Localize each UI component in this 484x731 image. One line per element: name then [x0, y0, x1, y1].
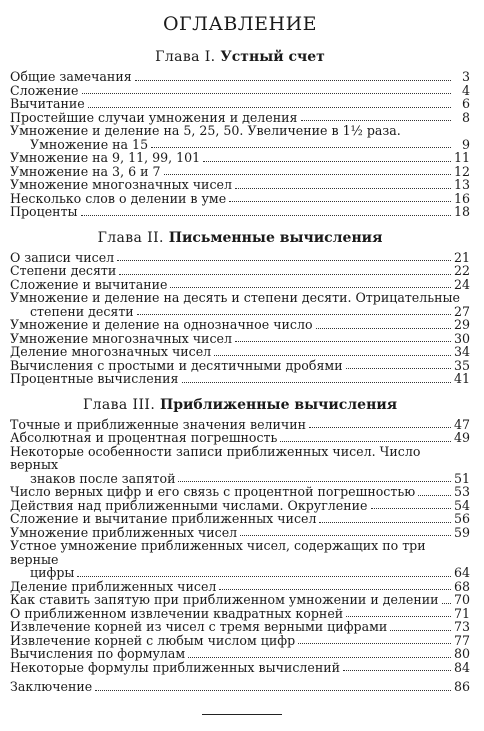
toc-entry[interactable]: [10, 526, 470, 540]
chapter-heading-3: [10, 396, 470, 414]
toc-entry-page: 18: [453, 204, 470, 219]
toc-entry[interactable]: [10, 499, 470, 513]
toc-entry-page: 9: [461, 136, 470, 152]
leader-dots: [81, 215, 451, 216]
leader-dots: [418, 495, 451, 496]
toc-entry-title: Абсолютная и процентная погрешность: [10, 430, 278, 445]
toc-entry-title: Извлечение корней из чисел с тремя верными цифрами: [10, 619, 388, 634]
leader-dots: [164, 174, 451, 175]
chapter-heading-2: [10, 229, 470, 247]
toc-entry-title-line1: Умножение и деление на 5, 25, 50. Увеличение в 1½ раза.: [10, 123, 401, 138]
toc-entry-title: Умножение приближенных чисел: [10, 524, 238, 540]
toc-entry[interactable]: [10, 318, 470, 332]
toc-entry-title: Процентные вычисления: [10, 371, 179, 386]
toc-entry[interactable]: [10, 251, 470, 265]
chapter-label: Глава II.: [97, 229, 164, 246]
toc-entry[interactable]: [10, 151, 470, 165]
leader-dots: [298, 643, 451, 644]
toc-entry-title: степени десяти: [30, 303, 134, 319]
toc-entry-page: 35: [453, 357, 470, 373]
toc-entry-page: 6: [461, 96, 470, 111]
toc-entry[interactable]: [10, 512, 470, 526]
closing-rule: [202, 714, 282, 715]
toc-entry-title: Умножение многозначных чисел: [10, 177, 232, 192]
toc-entry-title: Умножение на 15: [30, 136, 149, 152]
toc-entry-title: Точные и приближенные значения величин: [10, 416, 307, 432]
page-title: ОГЛАВЛЕНИЕ: [162, 13, 318, 35]
toc-entry[interactable]: [10, 165, 470, 179]
toc-entry-title: Умножение на 9, 11, 99, 101: [10, 150, 201, 165]
leader-dots: [178, 481, 451, 482]
chapter-name: Приближенные вычисления: [160, 396, 398, 413]
toc-entry-page: 56: [453, 511, 470, 526]
leader-dots: [95, 690, 451, 691]
toc-entry-title: Умножение на 3, 6 и 7: [10, 163, 161, 179]
leader-dots: [117, 260, 451, 261]
toc-entry-title: Умножение многозначных чисел: [10, 330, 232, 346]
toc-entry[interactable]: [10, 264, 470, 278]
toc-entry-title: Простейшие случаи умножения и деления: [10, 109, 298, 125]
toc-entry-page: 27: [453, 303, 470, 319]
toc-entry-page: 21: [453, 249, 470, 265]
toc-entry-page: 59: [453, 524, 470, 540]
leader-dots: [77, 576, 451, 577]
toc-entry-page: 30: [453, 330, 470, 346]
toc-entry-page: 68: [453, 578, 470, 594]
toc-entry-page: 49: [453, 430, 470, 445]
toc-entry-title: Как ставить запятую при приближенном умножении и делении: [10, 592, 439, 607]
toc-entry-page: 24: [453, 276, 470, 292]
toc-entry[interactable]: [10, 431, 470, 445]
toc-entry-multiline[interactable]: [10, 445, 470, 486]
toc-entry-page: 12: [453, 163, 470, 179]
toc-entry-page: 80: [453, 646, 470, 661]
toc-entry-title: Вычитание: [10, 96, 85, 111]
toc-entry-multiline[interactable]: [10, 539, 470, 580]
leader-dots: [280, 441, 451, 442]
toc-entry-page: 3: [461, 69, 470, 84]
toc-entry-page: 51: [453, 470, 470, 486]
toc-entry-title: Степени десяти: [10, 263, 117, 278]
toc-entry-title: знаков после запятой: [30, 470, 176, 486]
leader-dots: [229, 201, 451, 202]
toc-entry[interactable]: [10, 372, 470, 386]
toc-entry-title: О приближенном извлечении квадратных корней: [10, 605, 344, 621]
toc-entry-page: 53: [453, 484, 470, 499]
leader-dots: [301, 120, 452, 121]
leader-dots: [371, 508, 451, 509]
leader-dots: [235, 341, 451, 342]
toc-entry-page: 22: [453, 263, 470, 278]
toc-entry[interactable]: [10, 97, 470, 111]
toc-entry[interactable]: [10, 607, 470, 621]
chapter-label: Глава I.: [155, 49, 216, 65]
toc-entry[interactable]: [10, 634, 470, 648]
chapter-heading-1: [10, 48, 470, 66]
leader-dots: [319, 522, 451, 523]
toc-entry-page: 16: [453, 190, 470, 206]
toc-entry[interactable]: [10, 111, 470, 125]
leader-dots: [442, 603, 451, 604]
toc-entry-title: Сложение и вычитание приближенных чисел: [10, 511, 317, 526]
toc-entry[interactable]: [10, 332, 470, 346]
toc-entry[interactable]: [10, 70, 470, 84]
toc-entry-page: 84: [453, 659, 470, 675]
leader-dots: [119, 274, 451, 275]
leader-dots: [170, 287, 451, 288]
leader-dots: [203, 161, 451, 162]
toc-entry-title: Общие замечания: [10, 69, 132, 84]
toc-entry-page: 71: [453, 605, 470, 621]
toc-entry-title: Сложение и вычитание: [10, 276, 168, 292]
toc-entry[interactable]: [10, 178, 470, 192]
toc-entry[interactable]: [10, 418, 470, 432]
toc-entry-page: 86: [453, 679, 470, 694]
toc-entry[interactable]: [10, 345, 470, 359]
toc-entry[interactable]: [10, 278, 470, 292]
toc-entry-title-line1: Устное умножение приближенных чисел, содержащих по три верные: [10, 538, 426, 567]
toc-entry-page: 64: [453, 565, 470, 580]
toc-entry-title: Некоторые формулы приближенных вычислений: [10, 659, 341, 675]
toc-entry-page: 73: [453, 619, 470, 634]
leader-dots: [82, 93, 452, 94]
leader-dots: [188, 657, 451, 658]
toc-entry-conclusion[interactable]: [10, 680, 470, 694]
toc-entry-page: 13: [453, 177, 470, 192]
toc-entry[interactable]: [10, 593, 470, 607]
chapter-3-entries: [10, 418, 470, 675]
toc-entry[interactable]: [10, 485, 470, 499]
toc-entry[interactable]: [10, 620, 470, 634]
chapter-name: Устный счет: [220, 49, 325, 65]
leader-dots: [390, 630, 451, 631]
toc-entry-page: 34: [453, 344, 470, 359]
toc-entry-title: Сложение: [10, 82, 79, 98]
leader-dots: [235, 188, 451, 189]
leader-dots: [316, 328, 451, 329]
leader-dots: [135, 80, 451, 81]
toc-entry-title-line1: Некоторые особенности записи приближенных чисел. Число верных: [10, 443, 421, 472]
leader-dots: [240, 535, 451, 536]
toc-entry-multiline[interactable]: [10, 291, 470, 318]
toc-entry-page: 8: [461, 109, 470, 125]
leader-dots: [88, 107, 451, 108]
toc-entry-page: 29: [453, 317, 470, 332]
toc-entry-page: 54: [453, 497, 470, 513]
toc-entry-multiline[interactable]: [10, 124, 470, 151]
leader-dots: [309, 427, 451, 428]
leader-dots: [137, 314, 451, 315]
toc-entry-title: цифры: [30, 565, 75, 580]
leader-dots: [343, 670, 451, 671]
toc-entry-page: 41: [453, 371, 470, 386]
chapter-name: Письменные вычисления: [168, 229, 383, 246]
chapter-1-entries: [10, 70, 470, 219]
toc-entry[interactable]: [10, 84, 470, 98]
toc-entry-title: Деление приближенных чисел: [10, 578, 217, 594]
leader-dots: [214, 355, 451, 356]
toc-entry-page: 47: [453, 416, 470, 432]
toc-entry-title: О записи чисел: [10, 249, 115, 265]
leader-dots: [219, 589, 451, 590]
toc-entry-title: Число верных цифр и его связь с процентной погрешностью: [10, 484, 416, 499]
toc-entry-title: Вычисления с простыми и десятичными дробями: [10, 357, 343, 373]
toc-entry-title: Действия над приближенными числами. Округление: [10, 497, 368, 513]
toc-entry[interactable]: [10, 647, 470, 661]
leader-dots: [346, 616, 451, 617]
chapter-label: Глава III.: [82, 396, 156, 413]
toc-entry-title: Заключение: [10, 679, 93, 694]
toc-entry-title: Вычисления по формулам: [10, 646, 186, 661]
toc-entry-page: 11: [453, 150, 470, 165]
leader-dots: [182, 382, 451, 383]
chapter-2-entries: [10, 251, 470, 386]
toc-entry-page: 4: [461, 82, 470, 98]
toc-entry[interactable]: [10, 359, 470, 373]
toc-entry-page: 70: [453, 592, 470, 607]
toc-entry-title-line1: Умножение и деление на десять и степени десяти. Отрицательные: [10, 290, 460, 305]
toc-entry-title: Деление многозначных чисел: [10, 344, 212, 359]
toc-entry-title: Несколько слов о делении в уме: [10, 190, 227, 206]
toc-entry-title: Извлечение корней с любым числом цифр: [10, 632, 296, 648]
leader-dots: [151, 147, 451, 148]
toc-entry-page: 77: [453, 632, 470, 648]
toc-entry[interactable]: [10, 580, 470, 594]
toc-entry[interactable]: [10, 205, 470, 219]
toc-entry-title: Проценты: [10, 204, 78, 219]
toc-entry[interactable]: [10, 192, 470, 206]
leader-dots: [346, 368, 451, 369]
toc-entry[interactable]: [10, 661, 470, 675]
toc-entry-title: Умножение и деление на однозначное число: [10, 317, 313, 332]
